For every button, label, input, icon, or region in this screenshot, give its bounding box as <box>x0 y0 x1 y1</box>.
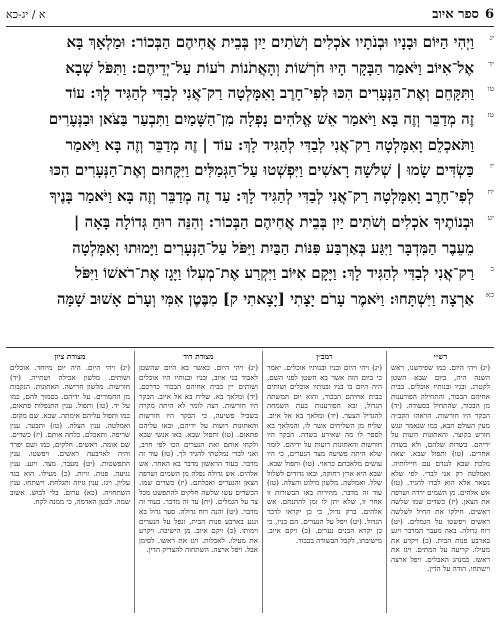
ramban-text: (יג) ויהי היום ובניו ובנותיו אוכלים. יאמר כי ביום הזה אשר בא השטן לפני השם, היה היום בו בניו ובנותיו אוכלים ושותים בבית אחיהם הבכור, והוא יום המשתה הגדול, ובא הפורענות בעת השמחה להגדיל הצער. (יד) ומלאך בא אל איוב. שליח מן השליחים אשר לו, והמלאך בא לספר לו מה שאירע בשדה. הבקר היו חורשות והאתונות רועות על ידיהם. לומר שלא היתה פשיעה מצד הנערים, כי היו עושים מלאכתם כראוי. (טו) ותפול שבא. שבא היא ארץ רחוקה, ובאו גדודים לשלול שלל. ואמלטה. מלשון מילוט והצלה. (טז) עוד זה מדבר. מהירות באו הבשורות זו אחר זו, שלא יתן לו זמן להתנחם. אש אלהים. ברק גדול, כי כן יקראו לדבר הגדול. (יט) ויפל על הנערים. הם בניו, כי כן יקרא הבנים נערים. (כ) ויקם איוב. מישיבתו, לקבל הבשורה בכבוד. <box>267 363 382 545</box>
verse-text: וַתִּקָּחֵם וְאֶת־הַנְּעָרִים הִכּוּ לְפִי־חָרֶב וָאִמָּלְטָה רַק־אֲנִי לְבַדִּי לְהַגִּיד לָךְ: עוֹד <box>65 84 474 103</box>
verse-line <box>8 236 494 262</box>
verse-text: רַק־אֲנִי לְבַדִּי לְהַגִּיד לָךְ: וַיָּקָם אִיּוֹב וַיִּקְרַע אֶת־מְעִלוֹ וַיָּגָז אֶת־רֹאשׁוֹ וַיִּפֹּל <box>75 264 474 283</box>
verse-number: כ <box>490 264 494 274</box>
verse-number: יח <box>487 187 494 197</box>
verse-number: יד <box>488 58 494 68</box>
chapter-reference: א / יג-כא <box>6 7 46 21</box>
rashi-text: (יג) ויהי היום. כמו שפירשנו, ראש השנה היה, ביום שבא השטן לקטרג. ובניו ובנותיו אוכלים. בבית אחיהם הבכור, והתחילה הפורענות מן הבכור, שהתחיל בסעודה. (יד) הבקר היו חורשות. הראהו הקב״ה מעין העולם הבא, כמו שנאמר ונגש חורש בקוצר. והאתונות רועות על ידיהם. בשדות שלהם, ולא בשדה אחרים. (טו) ותפול שבא. יצאה מלכת שבא לנגדם עם חיילותיה. ואמלטה רק אני לבדי. לפי שלא נשאר אלא הוא לבדו להגיד. (טז) אש אלהים. מן השמים ירדה ושרפה את הצאן. (יז) כשדים שמו שלשה ראשים. חילקו את החיל לשלשה ראשים ויפשטו על הגמלים. (יט) רוח גדולה. באה מעבר המדבר ויגע בארבע פנות הבית. (כ) ויקרע את מעילו. קריעה על המתים. ויגז את ראשו. כמנהג האבלים. ויפל ארצה וישתחו. הודה על הדין. <box>391 363 490 574</box>
ramban-title: רמב״ן <box>316 352 333 361</box>
verse-line <box>8 261 494 287</box>
commentary-block <box>6 351 494 613</box>
verse-text: כַּשְׂדִּים שָׂמוּ | שְׁלֹשָׁה רָאשִׁים וַיִּפְשְׁטוּ עַל־הַגְּמַלִּים וַיִּקָּחוּם וְאֶת־הַנְּעָרִים הִכּוּ <box>49 161 474 180</box>
book-title: ספר איוב <box>432 7 479 22</box>
verse-line <box>8 210 494 236</box>
verse-line <box>8 133 494 159</box>
verse-number: יג <box>489 33 494 42</box>
metzudos-david-column <box>134 351 262 613</box>
metzudos-david-title: מצודת דוד <box>183 352 214 361</box>
verse-line <box>8 158 494 184</box>
page-number: 6 <box>484 6 494 22</box>
verse-number: טו <box>487 84 494 94</box>
verse-number: כא <box>485 289 494 299</box>
verse-text: זֶה מְדַבֵּר וְזֶה בָּא וַיֹּאמַר אֵשׁ אֱלֹהִים נָפְלָה מִן־הַשָּׁמַיִם וַתִּבְעַר בַּצֹּאן וּבַנְּעָרִים <box>48 110 474 129</box>
header-divider <box>6 26 494 27</box>
header-right <box>432 6 494 22</box>
verse-line <box>8 56 494 82</box>
page-header <box>6 4 494 24</box>
verse-text: מֵעֵבֶר הַמִּדְבָּר וַיִּגַּע בְּאַרְבַּע פִּנּוֹת הַבַּיִת וַיִּפֹּל עַל־הַנְּעָרִים וַיָּמוּתוּ וָאִמָּלְטָה <box>72 238 474 257</box>
header-left <box>6 8 46 21</box>
metzudos-zion-column <box>6 351 134 613</box>
verse-number: יז <box>489 161 494 171</box>
verse-text: וּבְנוֹתֶיךָ אֹכְלִים וְשֹׁתִים יַיִן בְּבֵית אֲחִיהֶם הַבְּכוֹר: וְהִנֵּה רוּחַ גְּדוֹלָה בָּאָה | <box>73 212 474 231</box>
verse-divider <box>6 347 494 348</box>
verse-line <box>8 287 494 313</box>
metzudos-david-text: (יג) ויהי היום. כאשר בא היום שהשטן לאבוד בני איוב, ובניו ובנותיו היו אוכלים ושותים יין בבית אחיהם הבכור כדרכם. (יד) ומלאך בא. שליח בא אל איוב. הבקר היו חורשות. רצה לומר לא היתה מקרה בשביל פשיעה, כי הבקר היו חורשות והאתונות רועות על ידיהם, ובאו עליהם פתאום. (טו) ותפול שבא. באו אנשי שבא ולקחו אותם ואת הנערים הכו לפי חרב, ואני לבדי נמלטתי להגיד לך. (טז) עוד זה מדבר. בעוד הראשון מדבר בא האחר. אש אלהים. אש גדולה נפלה מן השמים ושרפה הצאן והנערים ואכלתם. (יז) כשדים שמו. הכשדים עשו שלשה חלקים להתפשט מכל צד על הגמלים. (יח) עד זה מדבר. בעוד זה מדבר. (יט) והנה רוח גדולה. סער גדול בא ונגע בארבע פנות הבית, ונפל על הנערים וימותו. (כ) ויקם איוב. מן הישיבה. ויקרע את מעילו. לאבלות. ויגז את ראשו. לסימן אבל. ויפל ארצה. השתחוה להצדיק הדין. <box>139 363 258 555</box>
verse-block <box>8 30 494 342</box>
verse-text: אַרְצָה וַיִּשְׁתָּחוּ: וַיֹּאמֶר עָרֹם יָצָתִי [יָצָאתִי ק] מִבֶּטֶן אִמִּי וְעָרֹם אָשׁוּב שָׁמָּה <box>56 289 474 308</box>
ramban-column <box>262 351 386 613</box>
verse-text: וַיְהִי הַיּוֹם וּבָנָיו וּבְנֹתָיו אֹכְלִים וְשֹׁתִים יַיִן בְּבֵית אֲחִיהֶם הַבְּכוֹר: וּמַלְאָךְ בָּא <box>66 33 474 51</box>
rashi-column <box>386 351 494 613</box>
metzudos-zion-title: מצודת ציון <box>54 352 86 361</box>
verse-text: וַתֹּאכְלֵם וָאִמָּלְטָה רַק־אֲנִי לְבַדִּי לְהַגִּיד לָךְ: עוֹד | זֶה מְדַבֵּר וְזֶה בָּא וַיֹּאמַר <box>65 135 474 154</box>
verse-text: אֶל־אִיּוֹב וַיֹּאמַר הַבָּקָר הָיוּ חֹרְשׁוֹת וְהָאֲתֹנוֹת רֹעוֹת עַל־יְדֵיהֶם: וַתִּפֹּל שְׁבָא <box>65 58 474 77</box>
verse-text: לְפִי־חָרֶב וָאִמָּלְטָה רַק־אֲנִי לְבַדִּי לְהַגִּיד לָךְ: עַד זֶה מְדַבֵּר וְזֶה בָּא וַיֹּאמַר בָּנֶיךָ <box>49 187 474 206</box>
verse-number: טז <box>487 110 494 120</box>
metzudos-zion-text: (יג) ויהי היום. היה יום מיוחד. אוכלים ושותים. מלשון אכילה ושתייה. (יד) חורשות. מלשון חרישה. האתונות. הנקבות מן החמורים. על ידיהם. בסמוך להם, כמו על יד. (טו) ותפול. ענין התנפלות פתאום, כמו ותפול עליהם אימתה. שבא. שם מקום. ואמלטה. ענין הצלה. (טז) ותבער. ענין שריפה. ותאכלם. כלתה אותם. (יז) כשדים. שם אומה. ראשים. חלקים, כמו ושם יפרד והיה לארבעה ראשים. ויפשטו. ענין התפשטות. (יט) מעבר. מצד. ויגע. ענין נגיעה. פנות. זויות. (כ) מעילו. הוא בגד עליון. ויגז. ענין גזיזה ותגלחת. וישתחו. ענין השתחויה. (כא) ערום. בלי לבוש. אשוב שמה. לבטן האדמה, כי ממנה לקח. <box>10 363 130 507</box>
rashi-title: רש״י <box>433 352 448 361</box>
verse-line <box>8 184 494 210</box>
verse-line <box>8 107 494 133</box>
verse-line <box>8 81 494 107</box>
verse-number: יט <box>487 212 494 222</box>
verse-line <box>8 30 494 56</box>
